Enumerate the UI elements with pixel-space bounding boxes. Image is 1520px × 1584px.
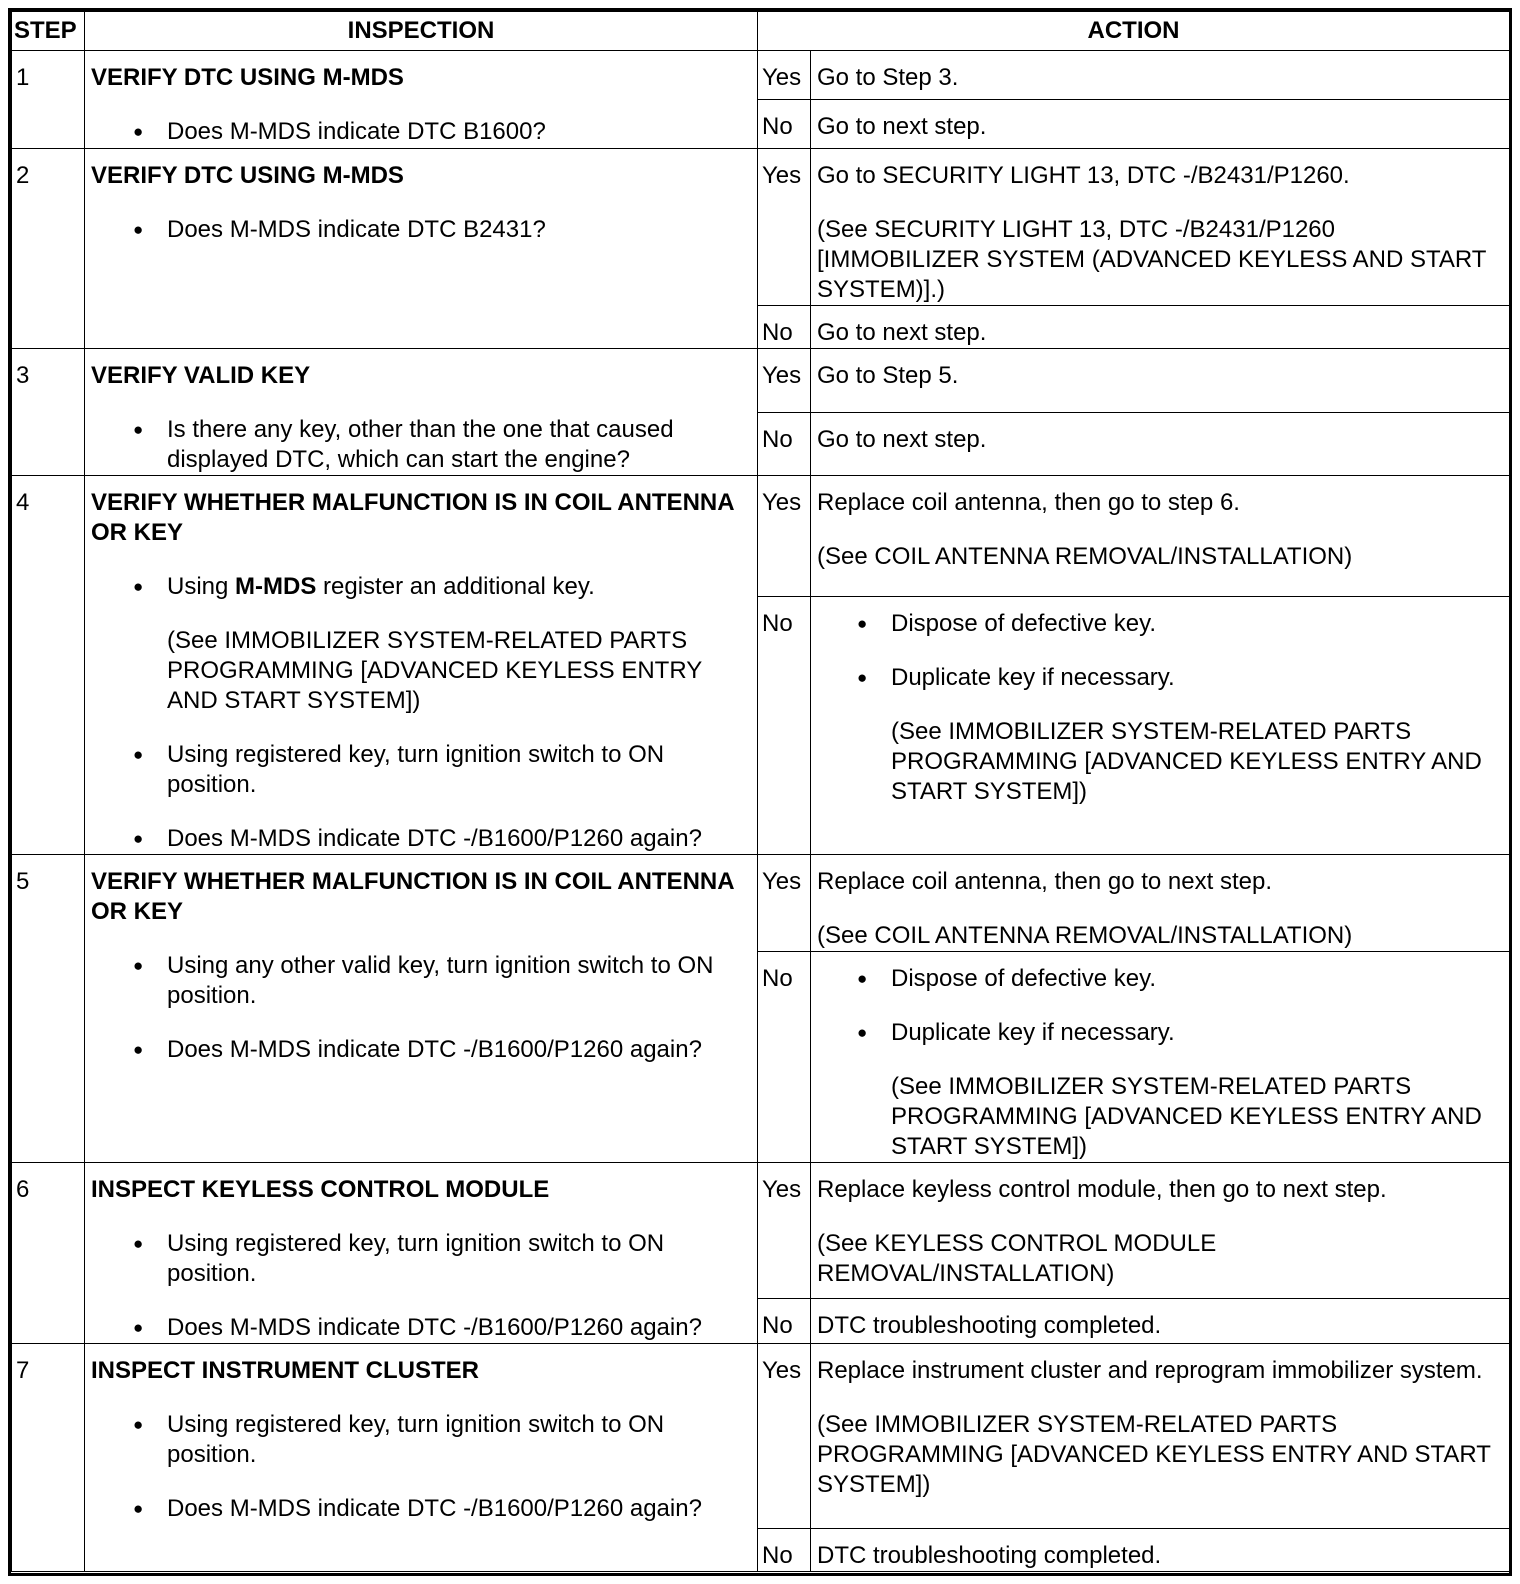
inspection-bullet: ● Does M-MDS indicate DTC -/B1600/P1260 again? xyxy=(91,824,749,854)
inspection-bullet: ● Does M-MDS indicate DTC -/B1600/P1260 again? xyxy=(91,1494,749,1524)
step-title: VERIFY WHETHER MALFUNCTION IS IN COIL ANTENNA OR KEY xyxy=(91,489,734,546)
inspection-bullet: ● Does M-MDS indicate DTC B2431? xyxy=(91,215,749,245)
step-number: 2 xyxy=(12,149,85,349)
step-title: INSPECT KEYLESS CONTROL MODULE xyxy=(91,1176,550,1203)
yes-action xyxy=(811,855,1510,952)
header-inspection: INSPECTION xyxy=(85,12,758,51)
action-text: Replace coil antenna, then go to step 6. xyxy=(817,489,1240,516)
action-text: DTC troubleshooting completed. xyxy=(817,1311,1162,1339)
step-number: 4 xyxy=(12,476,85,855)
no-label: No xyxy=(758,100,811,149)
step-title: VERIFY DTC USING M-MDS xyxy=(91,162,404,189)
troubleshooting-table xyxy=(11,11,1510,1572)
no-action xyxy=(811,412,1510,476)
step-2-yes-row xyxy=(12,149,1510,306)
action-text: Go to SECURITY LIGHT 13, DTC -/B2431/P1260. xyxy=(817,162,1350,189)
step-5-yes-row xyxy=(12,855,1510,952)
troubleshooting-table-frame xyxy=(8,8,1512,1576)
yes-label: Yes xyxy=(758,149,811,306)
step-number: 1 xyxy=(12,51,85,149)
reference-note: (See COIL ANTENNA REMOVAL/INSTALLATION) xyxy=(817,543,1353,570)
step-7-yes-row xyxy=(12,1344,1510,1529)
header-step: STEP xyxy=(12,12,85,51)
no-label: No xyxy=(758,306,811,349)
action-text: Replace instrument cluster and reprogram immobilizer system. xyxy=(817,1357,1483,1384)
inspection-bullet: ● Using registered key, turn ignition switch to ON position. xyxy=(91,1410,749,1470)
inspection-bullet: ● Using registered key, turn ignition switch to ON position. xyxy=(91,740,749,800)
inspection-bullet: ● Does M-MDS indicate DTC B1600? xyxy=(91,117,749,147)
yes-action xyxy=(811,1163,1510,1299)
yes-label: Yes xyxy=(758,855,811,952)
step-4-yes-row xyxy=(12,476,1510,597)
yes-action xyxy=(811,476,1510,597)
step-4-inspection xyxy=(85,476,758,855)
yes-action xyxy=(811,349,1510,413)
reference-note: (See IMMOBILIZER SYSTEM-RELATED PARTS PROGRAMMING [ADVANCED KEYLESS ENTRY AND START SYSTEM]) xyxy=(891,718,1482,805)
action-text: Go to next step. xyxy=(817,113,987,140)
reference-note: (See IMMOBILIZER SYSTEM-RELATED PARTS PROGRAMMING [ADVANCED KEYLESS ENTRY AND START SYSTEM]) xyxy=(817,1411,1491,1498)
reference-note: (See KEYLESS CONTROL MODULE REMOVAL/INSTALLATION) xyxy=(817,1230,1217,1287)
no-label: No xyxy=(758,1529,811,1572)
action-text: Go to next step. xyxy=(817,319,987,346)
inspection-bullet: ● Using M-MDS register an additional key. xyxy=(91,572,749,602)
step-3-yes-row xyxy=(12,349,1510,413)
step-1-yes-row xyxy=(12,51,1510,100)
reference-note: (See IMMOBILIZER SYSTEM-RELATED PARTS PROGRAMMING [ADVANCED KEYLESS ENTRY AND START SYSTEM]) xyxy=(891,1073,1482,1160)
action-bullet: ● Duplicate key if necessary. xyxy=(817,663,1501,693)
yes-label: Yes xyxy=(758,1163,811,1299)
step-7-inspection xyxy=(85,1344,758,1572)
step-5-inspection xyxy=(85,855,758,1163)
no-label: No xyxy=(758,412,811,476)
inspection-bullet: ● Does M-MDS indicate DTC -/B1600/P1260 again? xyxy=(91,1035,749,1065)
step-6-yes-row xyxy=(12,1163,1510,1299)
action-text: Go to next step. xyxy=(817,425,987,453)
action-text: Replace coil antenna, then go to next step. xyxy=(817,868,1272,895)
step-number: 5 xyxy=(12,855,85,1163)
action-text: Go to Step 3. xyxy=(817,64,959,91)
step-title: VERIFY WHETHER MALFUNCTION IS IN COIL ANTENNA OR KEY xyxy=(91,868,734,925)
inspection-bullet: ● Does M-MDS indicate DTC -/B1600/P1260 again? xyxy=(91,1313,749,1343)
step-number: 3 xyxy=(12,349,85,476)
header-row xyxy=(12,12,1510,51)
yes-label: Yes xyxy=(758,1344,811,1529)
header-action: ACTION xyxy=(758,12,1510,51)
yes-action xyxy=(811,1344,1510,1529)
no-action xyxy=(811,597,1510,855)
yes-action xyxy=(811,51,1510,100)
step-1-inspection xyxy=(85,51,758,149)
no-label: No xyxy=(758,597,811,855)
step-number: 6 xyxy=(12,1163,85,1344)
action-text: Replace keyless control module, then go to next step. xyxy=(817,1176,1387,1203)
reference-note: (See IMMOBILIZER SYSTEM-RELATED PARTS PROGRAMMING [ADVANCED KEYLESS ENTRY AND START SYSTEM]) xyxy=(167,627,702,714)
action-text: Go to Step 5. xyxy=(817,362,959,389)
reference-note: (See SECURITY LIGHT 13, DTC -/B2431/P1260 [IMMOBILIZER SYSTEM (ADVANCED KEYLESS AND START SYSTEM)].) xyxy=(817,216,1487,303)
action-bullet: ● Duplicate key if necessary. xyxy=(817,1018,1501,1048)
yes-action xyxy=(811,149,1510,306)
action-bullet: ● Dispose of defective key. xyxy=(817,609,1501,639)
no-label: No xyxy=(758,952,811,1163)
yes-label: Yes xyxy=(758,349,811,413)
step-2-inspection xyxy=(85,149,758,349)
yes-label: Yes xyxy=(758,51,811,100)
inspection-bullet: ● Using registered key, turn ignition switch to ON position. xyxy=(91,1229,749,1289)
inspection-bullet: ● Is there any key, other than the one that caused displayed DTC, which can start the engine? xyxy=(91,415,749,475)
step-title: VERIFY DTC USING M-MDS xyxy=(91,64,404,91)
inspection-bullet: ● Using any other valid key, turn ignition switch to ON position. xyxy=(91,951,749,1011)
step-title: INSPECT INSTRUMENT CLUSTER xyxy=(91,1357,480,1384)
no-label: No xyxy=(758,1298,811,1343)
no-action xyxy=(811,952,1510,1163)
yes-label: Yes xyxy=(758,476,811,597)
step-6-inspection xyxy=(85,1163,758,1344)
step-3-inspection xyxy=(85,349,758,476)
no-action xyxy=(811,306,1510,349)
step-number: 7 xyxy=(12,1344,85,1572)
no-action xyxy=(811,1298,1510,1343)
action-text: DTC troubleshooting completed. xyxy=(817,1542,1162,1569)
no-action xyxy=(811,100,1510,149)
action-bullet: ● Dispose of defective key. xyxy=(817,964,1501,994)
no-action xyxy=(811,1529,1510,1572)
reference-note: (See COIL ANTENNA REMOVAL/INSTALLATION) xyxy=(817,922,1353,949)
step-title: VERIFY VALID KEY xyxy=(91,362,311,389)
